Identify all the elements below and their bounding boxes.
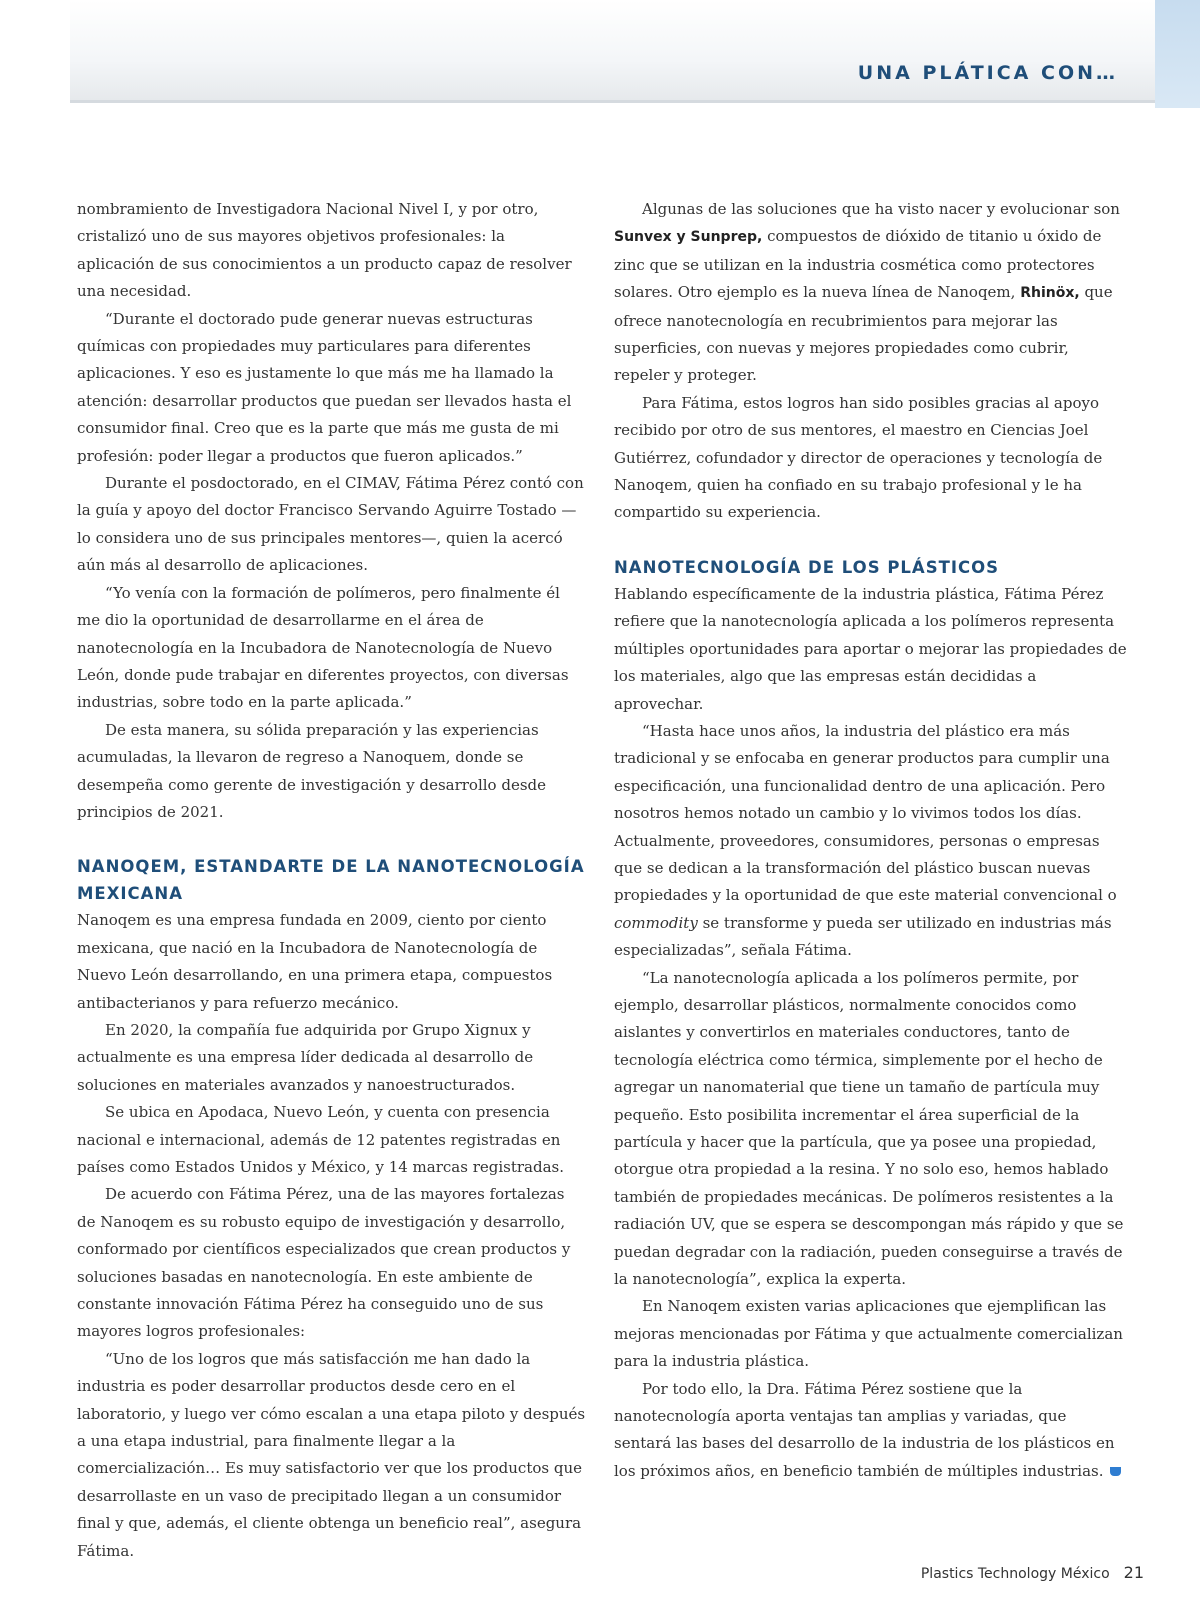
section-heading: NANOTECNOLOGÍA DE LOS PLÁSTICOS — [614, 557, 1000, 577]
paragraph: “Durante el doctorado pude generar nuevas estructuras químicas con propiedades muy particulares para diferentes aplicaciones. Y eso es justamente lo que más me ha llamado la atención: desarrollar productos que puedan ser llevados hasta el consumidor final. Creo que es la parte que más me gusta de mi profesión: poder llegar a productos que fueron aplicados.” — [77, 309, 572, 465]
emphasis: commodity — [614, 913, 698, 932]
text-run: Por todo ello, la Dra. Fátima Pérez sostiene que la nanotecnología aporta ventajas tan amplias y variadas, que sentará las bases del desarrollo de la industria de los plásticos en los próximos años, en beneficio también de múltiples industrias. — [614, 1379, 1115, 1480]
text-run: que ofrece nanotecnología en recubrimientos para mejorar las superficies, con nuevas y mejores propiedades como cubrir, repeler y proteger. — [614, 283, 1113, 385]
paragraph: “La nanotecnología aplicada a los polímeros permite, por ejemplo, desarrollar plásticos, normalmente conocidos como aislantes y convertirlos en materiales conductores, tanto de tecnología eléctrica como térmica, simplemente por el hecho de agregar un nanomaterial que tiene un tamaño de partícula muy pequeño. Esto posibilita incrementar el área superficial de la partícula y hacer que la partícula, que ya posee una propiedad, otorgue otra propiedad a la resina. Y no solo eso, hemos hablado también de propiedades mecánicas. De polímeros resistentes a la radiación UV, que se espera se descompongan más rápido y que se puedan degradar con la radiación, pueden conseguirse a través de la nanotecnología”, explica la experta. — [614, 968, 1124, 1289]
paragraph: nombramiento de Investigadora Nacional Nivel I, y por otro, cristalizó uno de sus mayores objetivos profesionales: la aplicación de sus conocimientos a un producto capaz de resolver una necesidad. — [77, 200, 572, 301]
paragraph: Para Fátima, estos logros han sido posibles gracias al apoyo recibido por otro de sus mentores, el maestro en Ciencias Joel Gutiérrez, cofundador y director de operaciones y tecnología de Nanoqem, quien ha confiado en su trabajo profesional y le ha compartido su experiencia. — [614, 393, 1103, 522]
paragraph: “Uno de los logros que más satisfacción me han dado la industria es poder desarrollar productos desde cero en el laboratorio, y luego ver cómo escalan a una etapa piloto y después a una etapa industrial, para finalmente llegar a la comercialización… Es muy satisfactorio ver que los productos que desarrollaste en un vaso de precipitado llegan a un consumidor final y que, además, el cliente obtenga un beneficio real”, asegura Fátima. — [77, 1349, 586, 1560]
corner-accent — [1155, 0, 1200, 108]
paragraph — [614, 718, 1127, 965]
header-band — [70, 0, 1155, 103]
section-heading: NANOQEM, ESTANDARTE DE LA NANOTECNOLOGÍA MEXICANA — [77, 857, 585, 904]
paragraph: Hablando específicamente de la industria plástica, Fátima Pérez refiere que la nanotecnología aplicada a los polímeros representa múltiples oportunidades para aportar o mejorar las propiedades de los materiales, algo que las empresas están decididas a aprovechar. — [614, 584, 1127, 713]
product-name: Rhinöx, — [1020, 285, 1080, 302]
text-run: compuestos de dióxido de titanio u óxido de zinc que se utilizan en la industria cosmética como protectores solares. Otro ejemplo es la nueva línea de Nanoqem, — [614, 227, 1102, 302]
paragraph: Durante el posdoctorado, en el CIMAV, Fátima Pérez contó con la guía y apoyo del doctor Francisco Servando Aguirre Tostado —lo considera uno de sus principales mentores—, quien la acercó aún más al desarrollo de aplicaciones. — [77, 474, 584, 575]
footer — [921, 1563, 1144, 1582]
section-title: UNA PLÁTICA CON… — [857, 62, 1118, 84]
paragraph — [614, 196, 1127, 390]
paragraph: “Yo venía con la formación de polímeros, pero finalmente él me dio la oportunidad de desarrollarme en el área de nanotecnología en la Incubadora de Nanotecnología de Nuevo León, donde pude trabajar en diferentes proyectos, con diversas industrias, sobre todo en la parte aplicada.” — [77, 583, 569, 712]
paragraph: En 2020, la compañía fue adquirida por Grupo Xignux y actualmente es una empresa líder dedicada al desarrollo de soluciones en materiales avanzados y nanoestructurados. — [77, 1020, 534, 1094]
paragraph: En Nanoqem existen varias aplicaciones que ejemplifican las mejoras mencionadas por Fátima y que actualmente comercializan para la industria plástica. — [614, 1297, 1123, 1371]
paragraph: De esta manera, su sólida preparación y las experiencias acumuladas, la llevaron de regreso a Nanoquem, donde se desempeña como gerente de investigación y desarrollo desde principios de 2021. — [77, 720, 547, 821]
text-run: se transforme y pueda ser utilizado en industrias más especializadas”, señala Fátima. — [614, 913, 1112, 960]
paragraph: Nanoqem es una empresa fundada en 2009, ciento por ciento mexicana, que nació en la Incubadora de Nanotecnología de Nuevo León desarrollando, en una primera etapa, compuestos antibacterianos y para refuerzo mecánico. — [77, 911, 553, 1012]
end-of-article-icon — [1110, 1467, 1121, 1476]
page-number: 21 — [1123, 1563, 1144, 1582]
product-name: Sunvex y Sunprep, — [614, 229, 763, 246]
right-column — [614, 196, 1127, 1485]
paragraph — [614, 1376, 1127, 1486]
text-run: Algunas de las soluciones que ha visto nacer y evolucionar son — [642, 200, 1120, 218]
magazine-name: Plastics Technology México — [920, 1566, 1110, 1582]
left-column — [77, 196, 587, 1565]
paragraph: De acuerdo con Fátima Pérez, una de las mayores fortalezas de Nanoqem es su robusto equipo de investigación y desarrollo, conformado por científicos especializados que crean productos y soluciones basadas en nanotecnología. En este ambiente de constante innovación Fátima Pérez ha conseguido uno de sus mayores logros profesionales: — [77, 1185, 571, 1341]
paragraph: Se ubica en Apodaca, Nuevo León, y cuenta con presencia nacional e internacional, además de 12 patentes registradas en países como Estados Unidos y México, y 14 marcas registradas. — [77, 1103, 564, 1176]
text-run: “Hasta hace unos años, la industria del plástico era más tradicional y se enfocaba en generar productos para cumplir una especificación, una funcionalidad dentro de una aplicación. Pero nosotros hemos notado un cambio y lo vivimos todos los días. Actualmente, proveedores, consumidores, personas o empresas que se dedican a la transformación del plástico buscan nuevas propiedades y la oportunidad de que este material convencional o — [614, 721, 1117, 905]
